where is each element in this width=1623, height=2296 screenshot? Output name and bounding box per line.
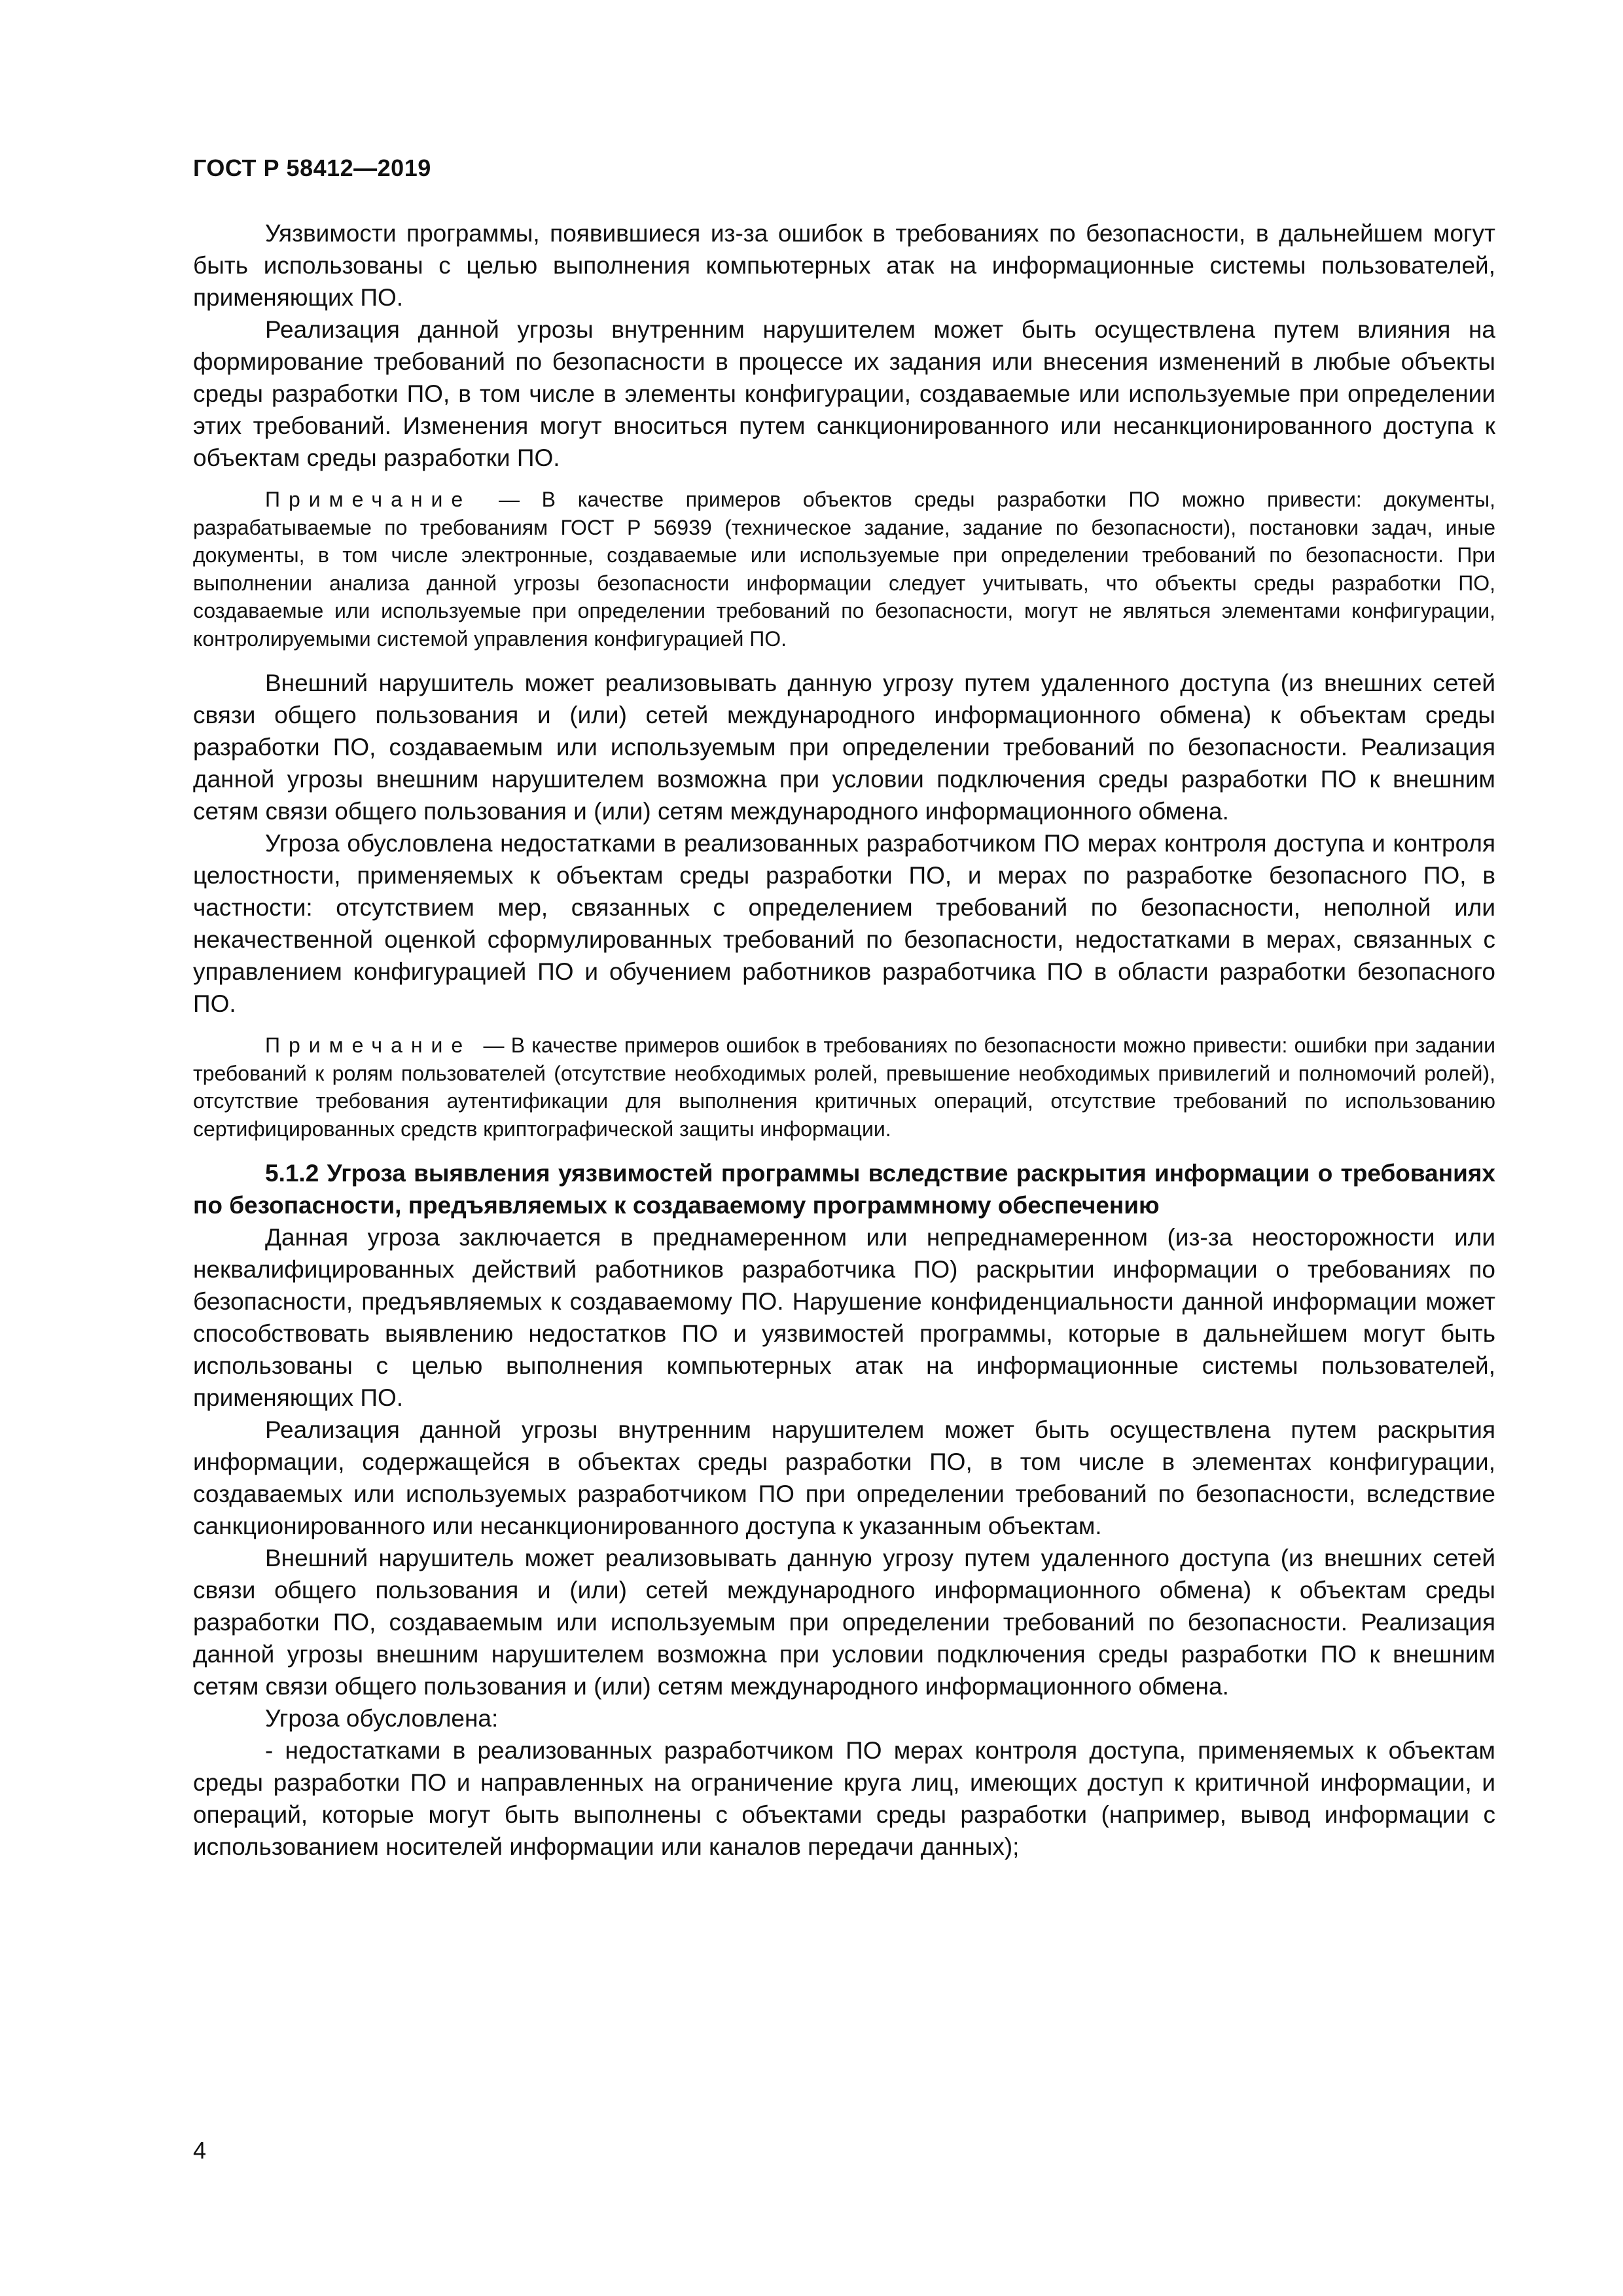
paragraph: Угроза обусловлена: (265, 1705, 499, 1732)
paragraph: Угроза обусловлена недостатками в реализованных разработчиком ПО мерах контроля доступа и контроля целостности, применяемых к объектам среды разработки ПО, и мерах по разработке безопасного ПО, в частности: отсутствием мер, связанных с определением требований по безопасности, неполной или некачественной оценкой сформулированных требований по безопасности, недостатками в мерах, связанных с управлением конфигурацией ПО и обучением работников разработчика ПО в области разработки безопасного ПО. (193, 830, 1495, 1017)
note-label: Примечание (265, 488, 472, 511)
paragraph: Реализация данной угрозы внутренним нарушителем может быть осуществлена путем влияния на формирование требований по безопасности в процессе их задания или внесения изменений в любые объекты среды разработки ПО, в том числе в элементы конфигурации, создаваемые или используемые при определении этих требований. Изменения могут вноситься путем санкционированного или несанкционированного доступа к объектам среды разработки ПО. (193, 316, 1495, 471)
document-header: ГОСТ Р 58412—2019 (193, 154, 431, 181)
page-number: 4 (193, 2137, 207, 2164)
paragraph: Данная угроза заключается в преднамеренном или непреднамеренном (из-за неосторожности или неквалифицированных действий работников разработчика ПО) раскрытии информации о требованиях по безопасности, предъявляемых к создаваемому ПО. Нарушение конфиденциальности данной информации может способствовать выявлению недостатков ПО и уязвимостей программы, которые в дальнейшем могут быть использованы с целью выполнения компьютерных атак на информационные системы пользователей, применяющих ПО. (193, 1224, 1495, 1411)
note-block (193, 1031, 1495, 1143)
paragraph: Уязвимости программы, появившиеся из-за ошибок в требованиях по безопасности, в дальнейшем могут быть использованы с целью выполнения компьютерных атак на информационные системы пользователей, применяющих ПО. (193, 220, 1495, 311)
paragraph: Внешний нарушитель может реализовывать данную угрозу путем удаленного доступа (из внешних сетей связи общего пользования и (или) сетей международного информационного обмена) к объектам среды разработки ПО, создаваемым или используемым при определении требований по безопасности. Реализация данной угрозы внешним нарушителем возможна при условии подключения среды разработки ПО к внешним сетям связи общего пользования и (или) сетям международного информационного обмена. (193, 670, 1495, 825)
note-text: — В качестве примеров объектов среды разработки ПО можно привести: документы, разрабатываемые по требованиям ГОСТ Р 56939 (техническое задание, задание по безопасности), постановки задач, иные документы, в том числе электронные, создаваемые или используемые при определении требований по безопасности. При выполнении анализа данной угрозы безопасности информации следует учитывать, что объекты среды разработки ПО, создаваемые или используемые при определении требований по безопасности, могут не являться элементами конфигурации, контролируемыми системой управления конфигурацией ПО. (193, 488, 1496, 651)
paragraph: Внешний нарушитель может реализовывать данную угрозу путем удаленного доступа (из внешних сетей связи общего пользования и (или) сетей международного информационного обмена) к объектам среды разработки ПО, создаваемым или используемым при определении требований по безопасности. Реализация данной угрозы внешним нарушителем возможна при условии подключения среды разработки ПО к внешним сетям связи общего пользования и (или) сетям международного информационного обмена. (193, 1545, 1495, 1700)
page-body (193, 217, 1495, 1863)
note-text: — В качестве примеров ошибок в требованиях по безопасности можно привести: ошибки при задании требований к ролям пользователей (отсутствие необходимых ролей, превышение необходимых привилегий и полномочий ролей), отсутствие требования аутентификации для выполнения критичных операций, отсутствие требований по использованию сертифицированных средств криптографической защиты информации. (193, 1033, 1496, 1141)
list-item: - недостатками в реализованных разработчиком ПО мерах контроля доступа, применяемых к объектам среды разработки ПО и направленных на ограничение круга лиц, имеющих доступ к критичной информации, и операций, которые могут быть выполнены с объектами среды разработки (например, вывод информации с использованием носителей информации или каналов передачи данных); (193, 1737, 1495, 1860)
note-label: Примечание (265, 1033, 472, 1057)
note-block (193, 486, 1495, 653)
paragraph: Реализация данной угрозы внутренним нарушителем может быть осуществлена путем раскрытия информации, содержащейся в объектах среды разработки ПО, в том числе в элементах конфигурации, создаваемых или используемых разработчиком ПО при определении требований по безопасности, вследствие санкционированного или несанкционированного доступа к указанным объектам. (193, 1416, 1495, 1539)
section-heading: 5.1.2 Угроза выявления уязвимостей программы вследствие раскрытия информации о требованиях по безопасности, предъявляемых к создаваемому программному обеспечению (193, 1160, 1495, 1219)
